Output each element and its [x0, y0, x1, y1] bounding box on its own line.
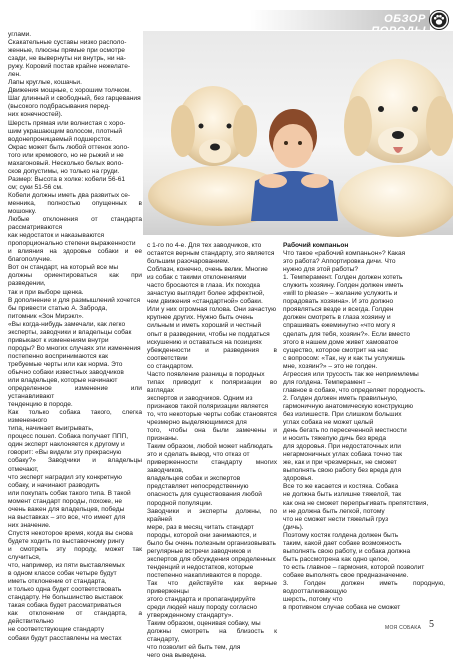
text-column-3 — [283, 242, 445, 612]
text-line: выполнять свою работу без вреда для — [283, 467, 402, 475]
text-line: часто бросаются в глаза. Их походка — [147, 282, 261, 290]
text-line: момент стандарт породы, похоже, не — [8, 497, 123, 505]
text-line: для здоровья. При недостаточных или — [283, 443, 401, 451]
text-line: типа, начинает выигрывать, — [8, 425, 94, 433]
section-title: ОБЗОР — [384, 13, 426, 25]
text-line: порадовать хозяина». И это должно — [283, 298, 394, 306]
text-line: сильным и иметь хороший и честный — [147, 322, 262, 330]
text-line: собаку, и начинают разводить — [8, 481, 100, 489]
text-line: сзади, не вывернуты ни внутрь, ни на- — [8, 55, 126, 63]
text-line: «Вы когда-нибудь замечали, как легко — [8, 320, 126, 328]
text-line: чем движения «стандартной» собаки. — [147, 298, 263, 306]
text-line: день бегать по пересеченной местности — [283, 427, 407, 435]
text-line: что эксперт наградил эту конкретную — [8, 473, 122, 481]
text-line: должны ориентироваться как при разведении, — [8, 272, 142, 288]
text-line: сделать для тебя, хозяин?». Если вместо — [283, 330, 411, 338]
text-line: см; суки 51-56 см. — [8, 183, 63, 191]
text-column-2 — [147, 242, 277, 660]
text-line: владельцев собак и экспертов — [147, 475, 241, 483]
text-line: них значение. — [8, 521, 51, 529]
text-line: стандарту. Не большинство выставок — [8, 594, 123, 602]
text-line: выполнять свою работу, и собака должна — [283, 547, 411, 555]
text-line: или покупать собак такого типа. В такой — [8, 489, 131, 497]
text-line: без излишеств. При слишком больших — [283, 410, 402, 418]
text-line: приверженности стандарту многих заводчиков, — [147, 459, 277, 475]
text-line: очень важен для владельцев, победы — [8, 505, 125, 513]
text-line: менника, полностью опущенных в мошонку. — [8, 199, 142, 216]
text-line: главное в собаке, что определяет породность. — [283, 386, 426, 394]
text-line: (дичь). — [283, 523, 304, 531]
text-line: Соблазн, конечно, очень велик. Многие — [147, 266, 268, 274]
text-line: проявляться везде и всегда. Голден — [283, 306, 394, 314]
text-line: пропорционально степени выраженности — [8, 240, 136, 248]
text-line: того или кремового, но не рыжий и не — [8, 151, 124, 159]
text-line: Или у них огромная голова. Они зачастую — [147, 306, 277, 314]
text-line: из собак с такими отклонениями — [147, 274, 247, 282]
text-line: Агрессия или трусость так же неприемлемы — [283, 370, 419, 378]
text-line: среди людей нашу породу согласно — [147, 604, 258, 612]
text-line: же, как и при чрезмерных, не сможет — [283, 459, 397, 467]
text-line: утвержденному стандарту». — [147, 612, 234, 620]
text-line: Лапы круглые, кошачьи. — [8, 79, 82, 87]
paw-logo-icon — [429, 10, 449, 30]
text-line: породы? Во многих случаях эти изменения — [8, 344, 141, 352]
text-line: было бы очень полезным организовывать — [147, 539, 276, 547]
text-line: и не должна быть легкой, потому — [283, 507, 385, 515]
text-line: Спустя некоторое время, когда вы снова — [8, 529, 133, 537]
text-line: Поэтому костяк голдена должен быть — [283, 531, 399, 539]
text-line: собаки будут расставлены на местах — [8, 634, 122, 642]
text-line: чрезмерно выделяющимися для — [147, 419, 247, 427]
text-line: женные, плюсны прямые при осмотре — [8, 47, 125, 55]
text-line: Шерсть прямая или волнистая с хоро- — [8, 119, 126, 127]
text-line: мере, раз в месяц читать стандарт — [147, 523, 254, 531]
text-line: иметь отклонение от стандарта, — [8, 578, 107, 586]
text-line: что не сможет нести тяжелый груз — [283, 515, 389, 523]
text-line: чего она выведена. — [147, 652, 207, 660]
text-line: будете ходить по выставочному рингу — [8, 537, 125, 545]
text-line: Размер: Высота в холке: кобели 56-61 — [8, 175, 126, 183]
text-line: для голдена. Темперамент – — [283, 378, 372, 386]
text-line: Любые отклонения от стандарта рассматриваются — [8, 216, 142, 232]
text-line: этого в нашем доме живет хамоватое — [283, 338, 399, 346]
text-line: с вопросом: «Так, ну и как ты услужишь — [283, 354, 405, 362]
text-line: определенное изменение или устанавливают — [8, 385, 142, 401]
text-line: должен смотреть в глаза хозяину и — [283, 314, 391, 322]
text-line: в одном классе собак четыре будут — [8, 570, 117, 578]
text-line: процесс пошел. Собака получает ППП, — [8, 433, 129, 441]
text-line: Что такое «рабочий компаньон»? Какая — [283, 250, 406, 258]
text-line: Таким образом, любой может наблюдать — [147, 443, 273, 451]
text-line: породы, которой они занимаются, и — [147, 531, 257, 539]
text-line: углами. — [8, 31, 32, 38]
text-line: собаке выполнять свое предназначение. — [283, 571, 409, 579]
text-line: экспертов для обсуждения определенных — [147, 555, 276, 563]
text-line: что позволит ей быть тем, для — [147, 644, 241, 652]
page-number: 5 — [429, 619, 434, 630]
text-line: таким, какой дает собаке возможность — [283, 539, 402, 547]
text-line: того, чтобы она были замечены и признаны. — [147, 427, 277, 443]
text-line: постепенно накапливаются в породе. — [147, 571, 262, 579]
text-line: Так что действуйте как верные приверженцы — [147, 579, 277, 596]
text-line: породной популяции. — [147, 499, 213, 507]
text-line: это работа? Аппортировка дичи. Что — [283, 258, 396, 266]
text-line: обычно собаки известных заводчиков — [8, 368, 124, 376]
text-line: со стандартом. — [147, 362, 194, 370]
text-line: говорит: «Вы видели эту прекрасную — [8, 449, 122, 457]
text-line: сков допустимы, но только на груди. — [8, 167, 120, 175]
text-line: спрашивать ежеминутно «что могу я — [283, 322, 396, 330]
text-line: остается верным стандарту, это является — [147, 250, 275, 258]
text-line: собаку?» Заводчики и владельцы отмечают, — [8, 457, 142, 473]
text-line: требуемые черты или как норма. Это — [8, 360, 123, 368]
text-line: Окрас может быть любой оттенок золо- — [8, 143, 130, 151]
text-line: шерсть, потому что — [283, 596, 343, 604]
text-line: зачастую выглядит более эффектной, — [147, 290, 265, 298]
text-line: с 1-го по 4-е. Для тех заводчиков, кто — [147, 242, 262, 249]
text-line: питомник «Зон Мирэкл». — [8, 312, 84, 320]
text-line: искушению и оставаться на позициях — [147, 338, 262, 346]
text-line: углах собака не может целый — [283, 419, 374, 427]
text-line: мне, хозяин?» – это не голден. — [283, 362, 378, 370]
text-line: или владельцев, которые начинают — [8, 377, 118, 385]
section-header — [0, 10, 453, 30]
text-line: негармоничных углах собака точно так — [283, 451, 402, 459]
text-line: махагоновый. Несколько белых воло- — [8, 159, 124, 167]
text-line: гармоничную анатомическую конструкцию — [283, 402, 414, 410]
text-line: Шаг длинный и свободный, без гарцевания — [8, 95, 141, 103]
text-line: что, например, из пяти выставляемых — [8, 562, 125, 570]
text-line: В дополнение и для размышлений хочется — [8, 296, 141, 304]
text-line: тенденцию в породе. — [8, 401, 73, 409]
text-line: признаков такой поляризации является — [147, 402, 269, 410]
text-line: Заводчики и эксперты должны, по крайней — [147, 507, 277, 523]
text-line: этого стандарта и пропагандируйте — [147, 596, 256, 604]
text-column-1 — [8, 31, 142, 643]
magazine-name: МОЯ СОБАКА — [385, 625, 422, 631]
column-heading: Рабочий компаньон — [283, 242, 349, 249]
text-line: не должна быть излишне тяжелой, так — [283, 491, 402, 499]
text-line: служить хозяину. Голден должен иметь — [283, 282, 404, 290]
text-line: крупнее других. Нужно быть очень — [147, 314, 254, 322]
text-line: тенденций и недостатков, которые — [147, 563, 254, 571]
text-line: привыкают к изменениям внутри — [8, 336, 109, 344]
text-line: регулярные встречи заводчиков и — [147, 547, 251, 555]
text-line: это и сделать вывод, что отказ от — [147, 451, 250, 459]
text-line: в противном случае собака не сможет — [283, 604, 401, 612]
text-line: на выставках – это все, что имеет для — [8, 513, 126, 521]
text-line: ружу. Коровий постав крайне нежелате- — [8, 63, 131, 71]
text-line: нужно для этой работы? — [283, 266, 359, 274]
text-line: как недостаток и наказываются — [8, 232, 105, 240]
text-line: лен. — [8, 71, 21, 79]
text-line: и влияния на здоровье собаки и ее благополучие. — [8, 248, 142, 264]
text-line: здоровья. — [283, 475, 314, 483]
text-line: большим разочарованием. — [147, 258, 230, 266]
text-line: 2. Голден должен иметь правильную, — [283, 394, 398, 402]
text-line: них конечностей). — [8, 111, 63, 119]
text-line: постепенно воспринимаются как — [8, 352, 109, 360]
text-line: один эксперт наклоняется к другому и — [8, 441, 125, 449]
dogs-with-child-photo-icon — [143, 31, 453, 235]
text-line: то есть главное – гармония, которой позволит — [283, 563, 425, 571]
text-line: типах приводит к поляризации во взглядах — [147, 378, 277, 394]
text-line: представляет непосредственную — [147, 483, 249, 491]
text-line: бы привести статью А. Заброда, — [8, 304, 108, 312]
text-line: как отклонение от стандарта, а действительно — [8, 610, 142, 626]
text-line: Скакательные суставы низко располо- — [8, 39, 127, 47]
text-line: и только одна будет соответствовать — [8, 586, 122, 594]
text-line: Таким образом, оценивая собаку, мы — [147, 620, 261, 628]
text-line: то, что некоторые черты собак становятся — [147, 410, 277, 418]
text-line: как она не сможет перепрыгивать препятствия, — [283, 499, 429, 507]
text-line: Все то же касается и костяка. Собака — [283, 483, 399, 491]
text-line: существо, которое смотрит на нас — [283, 346, 388, 354]
text-line: Часто появление разницы в породных — [147, 370, 265, 378]
text-line: Кобели должны иметь два развитых се- — [8, 191, 131, 199]
text-line: 3. Голден должен иметь породную, водоотталкивающую — [283, 579, 445, 596]
photo-dogs-and-child — [143, 31, 453, 235]
text-line: эксперты, заводчики и владельцы собак — [8, 328, 132, 336]
text-line: «will to please» – желание услужить и — [283, 290, 398, 298]
text-line: 1. Темперамент. Голден должен хотеть — [283, 274, 403, 282]
text-line: Вот он стандарт, на который все мы — [8, 264, 119, 272]
text-line: Как только собака такого, слегка измененного — [8, 409, 142, 425]
text-line: убежденности и разведения в соответствии — [147, 346, 277, 362]
text-line: быть рассмотрена как одно целое, — [283, 555, 390, 563]
text-line: шим украшающим волосом, плотный — [8, 127, 123, 135]
text-line: (высокого подбрасывания перед- — [8, 103, 111, 111]
text-line: и носить тяжелую дичь без вреда — [283, 435, 386, 443]
text-line: водонепроницаемый подшерсток. — [8, 135, 113, 143]
text-line: такая собака будет рассматриваться — [8, 602, 122, 610]
text-line: должны смотреть на близость к стандарту, — [147, 628, 277, 644]
text-line: экспертов и заводчиков. Одним из — [147, 394, 253, 402]
text-line: не соответствующие стандарту — [8, 626, 105, 634]
text-line: опыт в разведении, чтобы не поддаться — [147, 330, 270, 338]
text-line: так и при выборе щенка. — [8, 288, 84, 296]
text-line: Движения мощные, с хорошим толчком. — [8, 87, 132, 95]
text-line: и смотреть эту породу, может так случиться, — [8, 546, 142, 562]
text-line: опасность для существования любой — [147, 491, 262, 499]
